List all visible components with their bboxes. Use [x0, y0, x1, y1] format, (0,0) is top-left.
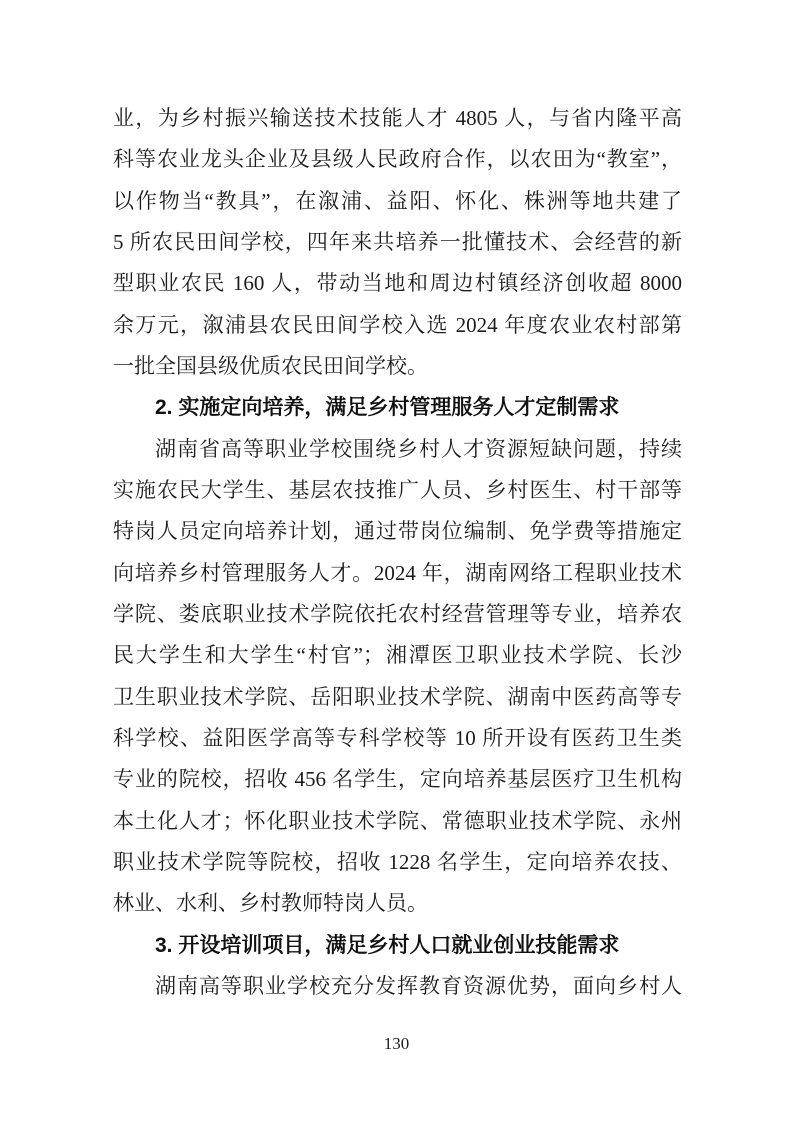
- text-line: 5 所农民田间学校，四年来共培养一批懂技术、会经营的新: [113, 229, 682, 254]
- text-line: 学院、娄底职业技术学院依托农村经营管理等专业，培养农: [113, 601, 682, 626]
- text-line: 湖南省高等职业学校围绕乡村人才资源短缺问题，持续: [155, 436, 682, 461]
- page-number: 130: [383, 1034, 410, 1053]
- text-line: 专业的院校，招收 456 名学生，定向培养基层医疗卫生机构: [113, 767, 682, 792]
- text-line: 余万元，溆浦县农民田间学校入选 2024 年度农业农村部第: [113, 312, 682, 337]
- text-line: 科等农业龙头企业及县级人民政府合作，以农田为“教室”，: [113, 147, 682, 172]
- text-line: 型职业农民 160 人，带动当地和周边村镇经济创收超 8000: [113, 271, 682, 296]
- text-line: 以作物当“教具”，在溆浦、益阳、怀化、株洲等地共建了: [113, 188, 682, 213]
- text-line: 卫生职业技术学院、岳阳职业技术学院、湖南中医药高等专: [113, 684, 682, 709]
- text-line: 特岗人员定向培养计划，通过带岗位编制、免学费等措施定: [113, 519, 682, 544]
- document-body: [113, 98, 682, 1007]
- text-line: 科学校、益阳医学高等专科学校等 10 所开设有医药卫生类: [113, 725, 682, 750]
- page-footer: [0, 1034, 793, 1054]
- section-heading: 2. 实施定向培养，满足乡村管理服务人才定制需求: [155, 396, 620, 420]
- section-heading: 3. 开设培训项目，满足乡村人口就业创业技能需求: [155, 933, 620, 957]
- text-line: 本土化人才；怀化职业技术学院、常德职业技术学院、永州: [113, 808, 682, 833]
- text-line: 民大学生和大学生“村官”；湘潭医卫职业技术学院、长沙: [113, 643, 682, 668]
- text-line: 林业、水利、乡村教师特岗人员。: [113, 891, 428, 916]
- text-line: 向培养乡村管理服务人才。2024 年，湖南网络工程职业技术: [113, 560, 682, 585]
- text-line: 职业技术学院等院校，招收 1228 名学生，定向培养农技、: [113, 849, 682, 874]
- text-line: 湖南高等职业学校充分发挥教育资源优势，面向乡村人: [155, 973, 682, 998]
- text-line: 一批全国县级优质农民田间学校。: [113, 353, 428, 378]
- text-line: 业，为乡村振兴输送技术技能人才 4805 人，与省内隆平高: [113, 106, 682, 130]
- text-line: 实施农民大学生、基层农技推广人员、乡村医生、村干部等: [113, 477, 682, 502]
